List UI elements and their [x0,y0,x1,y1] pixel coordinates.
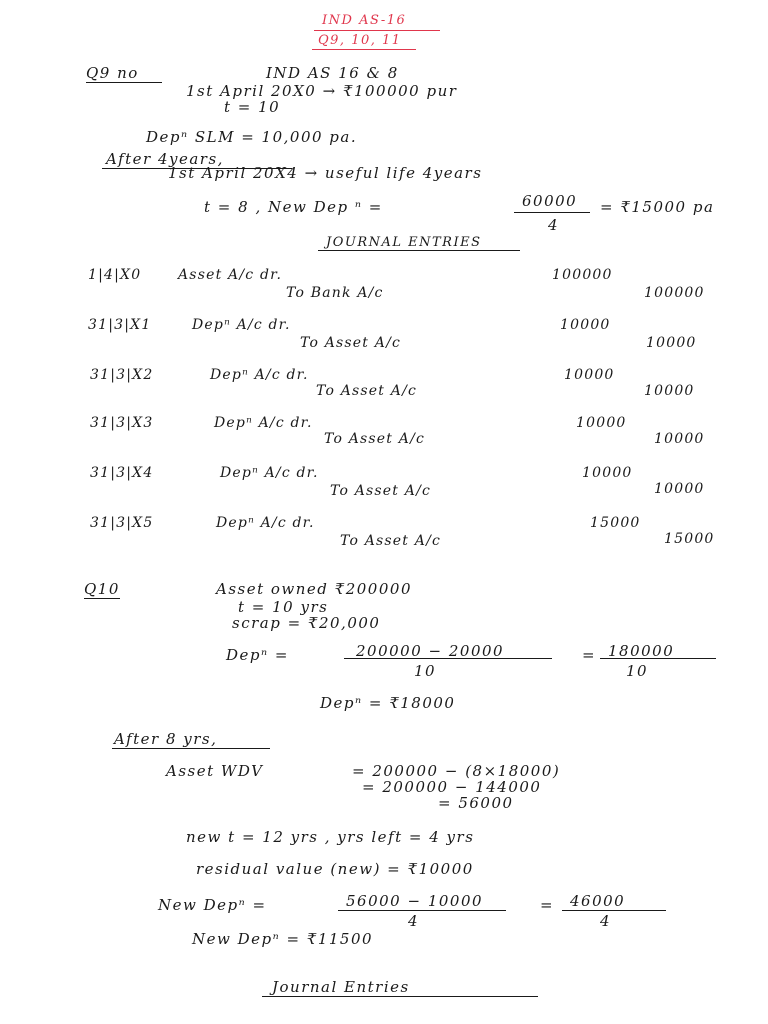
q10-dep-result: Depⁿ = ₹18000 [320,694,456,712]
q9-after-label: After 4years, [106,150,224,168]
q10-new-dep-result: New Depⁿ = ₹11500 [192,930,374,948]
q10-equals-2: = [540,896,555,914]
q9-label-underline [86,82,162,83]
q10-frac4-numerator: 46000 [570,892,626,910]
q10-frac2-numerator: 180000 [608,642,675,660]
journal-entry-6-cr-amount: 15000 [664,531,715,547]
q9-frac-denominator: 4 [548,216,560,234]
q10-residual-value: residual value (new) = ₹10000 [196,860,474,878]
q10-after-underline [112,748,270,749]
journal-entry-3-dr-amount: 10000 [564,367,615,383]
q9-new-dep-label: t = 8 , New Dep ⁿ = [204,198,383,216]
q10-wdv-line3: = 56000 [438,794,514,812]
q10-life: t = 10 yrs [238,598,329,616]
journal-entry-1-debit: Asset A/c dr. [178,267,283,283]
journal-entry-1-cr-amount: 100000 [644,285,705,301]
q10-scrap: scrap = ₹20,000 [232,614,381,632]
q9-fraction-bar [514,212,590,213]
journal-entry-3-cr-amount: 10000 [644,383,695,399]
q10-journal-underline [262,996,538,997]
header-questions-underline [312,49,416,50]
q10-frac2-denominator: 10 [626,662,649,680]
q10-wdv-line2: = 200000 − 144000 [362,778,542,796]
q10-journal-title: Journal Entries [272,978,410,996]
journal-entry-5-credit: To Asset A/c [330,483,432,499]
q9-dep-slm: Depⁿ SLM = 10,000 pa. [146,128,358,146]
q10-owned: Asset owned ₹200000 [216,580,412,598]
q10-dep-label: Depⁿ = [226,646,289,664]
journal-entry-4-debit: Depⁿ A/c dr. [214,415,313,431]
journal-entry-2-credit: To Asset A/c [300,335,402,351]
journal-entry-6-credit: To Asset A/c [340,533,442,549]
journal-entry-4-credit: To Asset A/c [324,431,426,447]
journal-entry-2-cr-amount: 10000 [646,335,697,351]
q10-label: Q10 [84,580,120,598]
journal-entry-3-date: 31|3|X2 [90,367,154,383]
q10-frac1-denominator: 10 [414,662,437,680]
header-title-underline [314,30,440,31]
q10-after-label: After 8 yrs, [114,730,218,748]
journal-entry-4-dr-amount: 10000 [576,415,627,431]
q10-frac3-numerator: 56000 − 10000 [346,892,484,910]
header-questions: Q9, 10, 11 [318,33,402,48]
q9-life: t = 10 [224,98,281,116]
q9-label: Q9 no [86,64,139,82]
q9-revision: 1st April 20X4 → useful life 4years [168,164,483,182]
q10-new-life: new t = 12 yrs , yrs left = 4 yrs [186,828,475,846]
q10-wdv-line1: = 200000 − (8×18000) [352,762,561,780]
q9-frac-numerator: 60000 [522,192,578,210]
q10-fraction1-bar [344,658,552,659]
q9-journal-underline [318,250,520,251]
journal-entry-1-credit: To Bank A/c [286,285,384,301]
journal-entry-5-dr-amount: 10000 [582,465,633,481]
header-title: IND AS-16 [322,13,407,28]
journal-entry-6-date: 31|3|X5 [90,515,154,531]
q10-frac3-denominator: 4 [408,912,420,930]
q10-fraction3-bar [338,910,506,911]
journal-entry-4-cr-amount: 10000 [654,431,705,447]
q10-label-underline [84,598,120,599]
journal-entry-3-credit: To Asset A/c [316,383,418,399]
q9-journal-title: JOURNAL ENTRIES [326,235,482,250]
journal-entry-6-dr-amount: 15000 [590,515,641,531]
journal-entry-5-debit: Depⁿ A/c dr. [220,465,319,481]
journal-entry-5-date: 31|3|X4 [90,465,154,481]
q9-topic: IND AS 16 & 8 [266,64,399,82]
journal-entry-2-debit: Depⁿ A/c dr. [192,317,291,333]
q10-frac4-denominator: 4 [600,912,612,930]
q10-new-dep-label: New Depⁿ = [158,896,267,914]
journal-entry-1-dr-amount: 100000 [552,267,613,283]
q9-frac-result: = ₹15000 pa [600,198,715,216]
q10-equals: = [582,646,597,664]
journal-entry-2-date: 31|3|X1 [88,317,152,333]
q10-frac1-numerator: 200000 − 20000 [356,642,505,660]
journal-entry-1-date: 1|4|X0 [88,267,142,283]
q10-fraction2-bar [600,658,716,659]
q10-wdv-label: Asset WDV [166,762,264,780]
journal-entry-3-debit: Depⁿ A/c dr. [210,367,309,383]
journal-entry-4-date: 31|3|X3 [90,415,154,431]
q10-fraction4-bar [562,910,666,911]
journal-entry-5-cr-amount: 10000 [654,481,705,497]
journal-entry-6-debit: Depⁿ A/c dr. [216,515,315,531]
journal-entry-2-dr-amount: 10000 [560,317,611,333]
q9-purchase: 1st April 20X0 → ₹100000 pur [186,82,458,100]
